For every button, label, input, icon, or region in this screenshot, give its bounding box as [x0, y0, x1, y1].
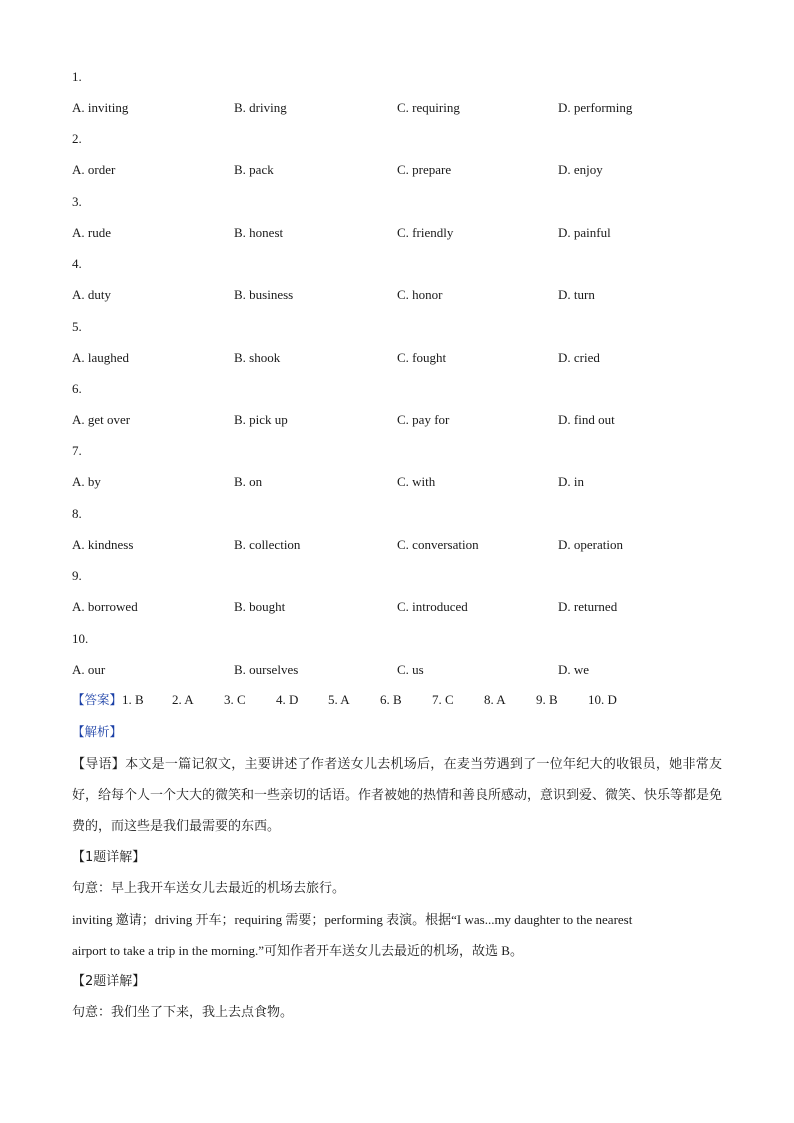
answer-item: 7. C: [432, 692, 454, 707]
option-c: C. prepare: [397, 162, 452, 177]
question-number: 4.: [72, 256, 82, 271]
option-a: A. order: [72, 162, 116, 177]
question-number: 6.: [72, 381, 82, 396]
answer-key: [72, 692, 640, 708]
answer-item: 1. B: [122, 692, 144, 707]
answer-item: 5. A: [328, 692, 350, 707]
option-a: A. borrowed: [72, 599, 138, 614]
answer-item: 4. D: [276, 692, 299, 707]
analysis-label: 【解析】: [72, 724, 123, 739]
question-number: 3.: [72, 194, 82, 209]
answer-item: 8. A: [484, 692, 506, 707]
q2-meaning: 句意：我们坐了下来，我上去点食物。: [72, 1005, 294, 1020]
question-number: 8.: [72, 506, 82, 521]
option-a: A. duty: [72, 287, 111, 302]
question-number: 5.: [72, 319, 82, 334]
option-c: C. conversation: [397, 537, 479, 552]
question-number: 2.: [72, 131, 82, 146]
option-d: D. cried: [558, 350, 600, 365]
option-c: C. requiring: [397, 100, 460, 115]
question-number: 1.: [72, 69, 82, 84]
option-d: D. in: [558, 474, 584, 489]
answer-item: 6. B: [380, 692, 402, 707]
question-number: 10.: [72, 631, 89, 646]
q1-analysis-line-2: airport to take a trip in the morning.”可知作者开车送女儿去最近的机场，故选 B。: [72, 943, 523, 958]
option-d: D. we: [558, 662, 590, 677]
option-b: B. ourselves: [234, 662, 299, 677]
option-a: A. kindness: [72, 537, 134, 552]
option-d: D. operation: [558, 537, 623, 552]
answer-item: 9. B: [536, 692, 558, 707]
option-b: B. bought: [234, 599, 286, 614]
option-d: D. enjoy: [558, 162, 603, 177]
option-c: C. us: [397, 662, 424, 677]
option-c: C. introduced: [397, 599, 468, 614]
answer-item: 2. A: [172, 692, 194, 707]
q1-meaning: 句意：早上我开车送女儿去最近的机场去旅行。: [72, 881, 346, 896]
option-b: B. on: [234, 474, 263, 489]
option-c: C. pay for: [397, 412, 450, 427]
q1-detail-label: 【1题详解】: [72, 850, 146, 865]
option-b: B. collection: [234, 537, 301, 552]
intro-label: 【导语】: [72, 757, 126, 772]
q1-analysis-line-1: inviting 邀请；driving 开车；requiring 需要；performing 表演。根据“I was...my daughter to the nearest: [72, 912, 633, 927]
option-a: A. our: [72, 662, 106, 677]
option-b: B. pick up: [234, 412, 288, 427]
q2-detail-label: 【2题详解】: [72, 974, 146, 989]
option-a: A. rude: [72, 225, 111, 240]
question-number: 9.: [72, 568, 82, 583]
intro-text: 本文是一篇记叙文，主要讲述了作者送女儿去机场后，在麦当劳遇到了一位年纪大的收银员，她非常友好，给每个人一个大大的微笑和一些亲切的话语。作者被她的热情和善良所感动，意识到爱、微笑、快乐等都是免费的，而这些是我们最需要的东西。: [72, 757, 723, 834]
option-a: A. by: [72, 474, 101, 489]
intro-paragraph: [72, 749, 722, 842]
option-b: B. shook: [234, 350, 281, 365]
option-d: D. turn: [558, 287, 595, 302]
option-a: A. inviting: [72, 100, 129, 115]
answer-item: 10. D: [588, 692, 617, 707]
option-d: D. performing: [558, 100, 633, 115]
option-d: D. find out: [558, 412, 615, 427]
option-b: B. pack: [234, 162, 274, 177]
option-b: B. honest: [234, 225, 284, 240]
answer-list: [122, 692, 640, 707]
option-c: C. fought: [397, 350, 447, 365]
option-a: A. laughed: [72, 350, 130, 365]
option-d: D. returned: [558, 599, 618, 614]
answer-item: 3. C: [224, 692, 246, 707]
option-c: C. honor: [397, 287, 443, 302]
option-d: D. painful: [558, 225, 611, 240]
option-b: B. driving: [234, 100, 287, 115]
option-c: C. with: [397, 474, 436, 489]
option-b: B. business: [234, 287, 294, 302]
question-number: 7.: [72, 443, 82, 458]
option-c: C. friendly: [397, 225, 454, 240]
option-a: A. get over: [72, 412, 131, 427]
answer-label: 【答案】: [72, 692, 123, 707]
